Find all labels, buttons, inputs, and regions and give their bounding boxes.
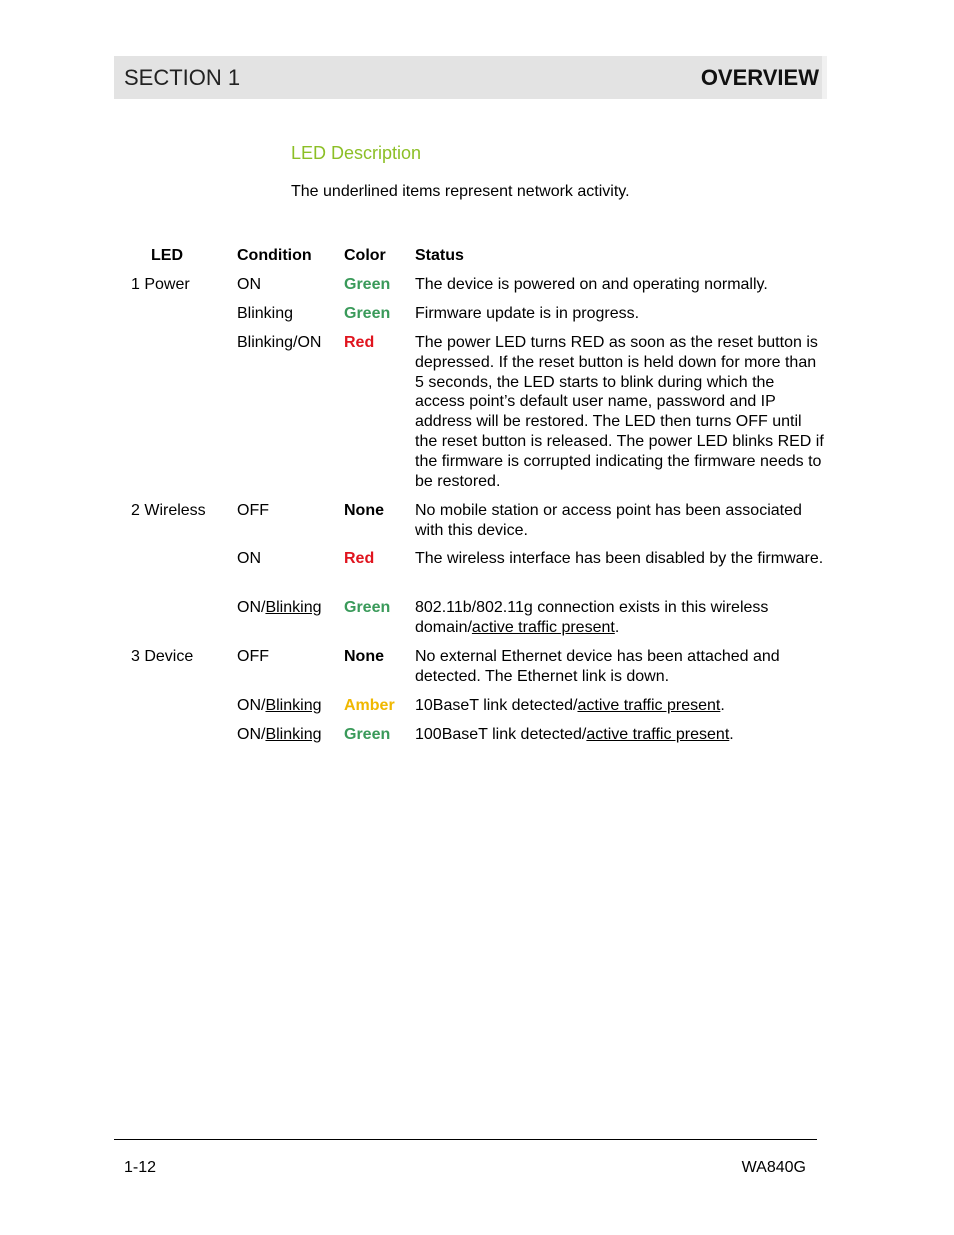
condition-prefix: ON/ <box>237 599 266 616</box>
condition <box>237 696 321 716</box>
table-row <box>124 333 824 501</box>
status-text: No mobile station or access point has been associated with this device. <box>415 502 802 539</box>
status-prefix: 100BaseT link detected/ <box>415 726 587 743</box>
led-name: 1 Power <box>131 276 190 293</box>
condition <box>237 725 321 745</box>
condition: ON <box>237 276 261 293</box>
table-row <box>124 275 824 304</box>
table-row <box>124 304 824 333</box>
led-color: Green <box>344 726 391 743</box>
status-text: The power LED turns RED as soon as the reset button is depressed. If the reset button is held down for more than 5 seconds, the LED starts to blink during which the access point’s default user name, password and IP address will be restored. The LED then turns OFF until the reset button is released. The power LED blinks RED if the firmware is corrupted indicating the firmware needs to be restored. <box>415 334 824 490</box>
status-text: No external Ethernet device has been attached and detected. The Ethernet link is down. <box>415 648 780 685</box>
status-text: Firmware update is in progress. <box>415 305 640 322</box>
led-name: 3 Device <box>131 648 194 665</box>
status-prefix: 10BaseT link detected/ <box>415 697 578 714</box>
header-led: LED <box>151 247 183 264</box>
condition-activity: Blinking <box>265 599 322 616</box>
condition: ON <box>237 550 261 567</box>
intro-text: The underlined items represent network activity. <box>291 183 630 200</box>
page-number: 1-12 <box>124 1159 157 1176</box>
status-prefix: 802.11b/802.11g connection exists in this wireless domain/ <box>415 599 769 636</box>
condition-prefix: ON/ <box>237 726 266 743</box>
led-color: None <box>344 502 384 519</box>
section-title: OVERVIEW <box>700 65 819 90</box>
led-name: 2 Wireless <box>131 502 206 519</box>
condition: Blinking/ON <box>237 334 322 351</box>
header-status: Status <box>415 247 464 264</box>
condition: Blinking <box>237 305 294 322</box>
status-activity: active traffic present <box>471 618 615 636</box>
led-color: Green <box>344 276 391 293</box>
table-row <box>124 725 824 754</box>
led-color: Red <box>344 334 375 351</box>
status-text: The device is powered on and operating normally. <box>415 276 768 293</box>
led-table <box>124 246 824 754</box>
status-text <box>415 598 825 638</box>
status-suffix: . <box>729 726 734 743</box>
table-row <box>124 549 824 598</box>
table-row <box>124 501 824 549</box>
status-activity: active traffic present <box>577 697 721 714</box>
status-text <box>415 696 825 716</box>
status-text <box>415 725 825 745</box>
led-color: Green <box>344 599 391 616</box>
model-name: WA840G <box>741 1159 806 1176</box>
led-color: None <box>344 648 384 665</box>
table-row <box>124 598 824 647</box>
table-row <box>124 647 824 696</box>
section-label: SECTION 1 <box>124 65 241 90</box>
condition-activity: Blinking <box>265 726 322 743</box>
header-color: Color <box>344 247 386 264</box>
led-color: Red <box>344 550 375 567</box>
table-row <box>124 696 824 725</box>
led-color: Green <box>344 305 391 322</box>
table-header-row <box>124 246 824 275</box>
page-subtitle: LED Description <box>291 143 422 163</box>
condition: OFF <box>237 648 269 665</box>
condition-activity: Blinking <box>265 697 322 714</box>
header-condition: Condition <box>237 247 312 264</box>
condition-prefix: ON/ <box>237 697 266 714</box>
header-edge <box>822 56 827 99</box>
led-color: Amber <box>344 697 395 714</box>
status-text: The wireless interface has been disabled by the firmware. <box>415 550 824 567</box>
condition <box>237 598 321 618</box>
status-suffix: . <box>720 697 725 714</box>
section-header <box>114 56 827 99</box>
status-suffix: . <box>614 618 620 636</box>
status-activity: active traffic present <box>586 726 730 743</box>
footer-divider <box>114 1139 817 1140</box>
condition: OFF <box>237 502 269 519</box>
